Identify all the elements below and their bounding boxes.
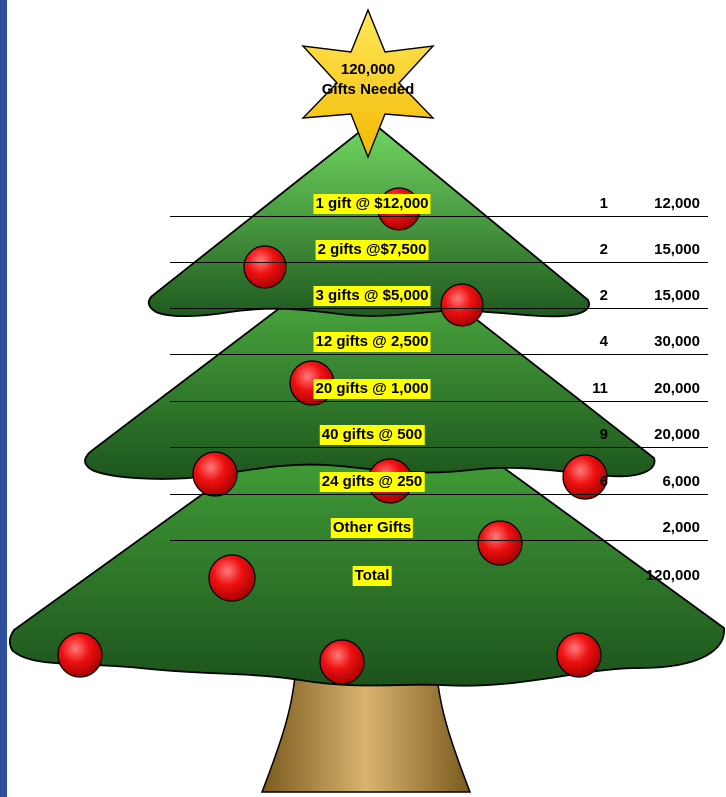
total-row [0,555,726,589]
gift-row [0,507,726,541]
row-divider-line [170,308,708,309]
total-label: Total [354,567,390,584]
row-divider-line [170,262,708,263]
total-gifts-needed-value: 120,000 [340,61,396,78]
gift-row [0,275,726,309]
gift-row [0,321,726,355]
gift-row-amount: 20,000 [654,380,700,397]
gift-row-label: Other Gifts [332,519,412,536]
gift-row [0,229,726,263]
star-caption [298,60,438,100]
row-divider-line [170,494,708,495]
gift-row-amount: 2,000 [662,519,700,536]
gift-row-count: 6 [599,473,608,490]
ornament-ball [320,640,364,684]
gift-row-amount: 12,000 [654,195,700,212]
row-divider-line [170,540,708,541]
gift-row-amount: 20,000 [654,426,700,443]
gift-row-count: 4 [599,333,608,350]
row-divider-line [170,447,708,448]
gift-row-label: 2 gifts @$7,500 [317,241,427,258]
gift-row-count: 9 [599,426,608,443]
gifts-needed-label: Gifts Needed [321,81,415,98]
gift-row-label: 40 gifts @ 500 [321,426,423,443]
gift-row-amount: 15,000 [654,241,700,258]
gift-row-label: 1 gift @ $12,000 [315,195,429,212]
ornament-ball [58,633,102,677]
row-divider-line [170,401,708,402]
gift-row-count: 1 [599,195,608,212]
gift-row [0,183,726,217]
gift-row-label: 24 gifts @ 250 [321,473,423,490]
gift-row-amount: 15,000 [654,287,700,304]
gift-row [0,461,726,495]
gift-row-label: 3 gifts @ $5,000 [315,287,429,304]
gift-row-label: 20 gifts @ 1,000 [315,380,429,397]
ornament-ball [557,633,601,677]
gift-row-amount: 30,000 [654,333,700,350]
row-divider-line [170,216,708,217]
gift-row [0,368,726,402]
gift-row-count: 11 [592,380,608,397]
gift-row-label: 12 gifts @ 2,500 [315,333,429,350]
gift-row [0,414,726,448]
gift-row-count: 2 [599,287,608,304]
gift-row-amount: 6,000 [662,473,700,490]
total-amount: 120,000 [645,567,700,584]
row-divider-line [170,354,708,355]
gift-row-count: 2 [599,241,608,258]
